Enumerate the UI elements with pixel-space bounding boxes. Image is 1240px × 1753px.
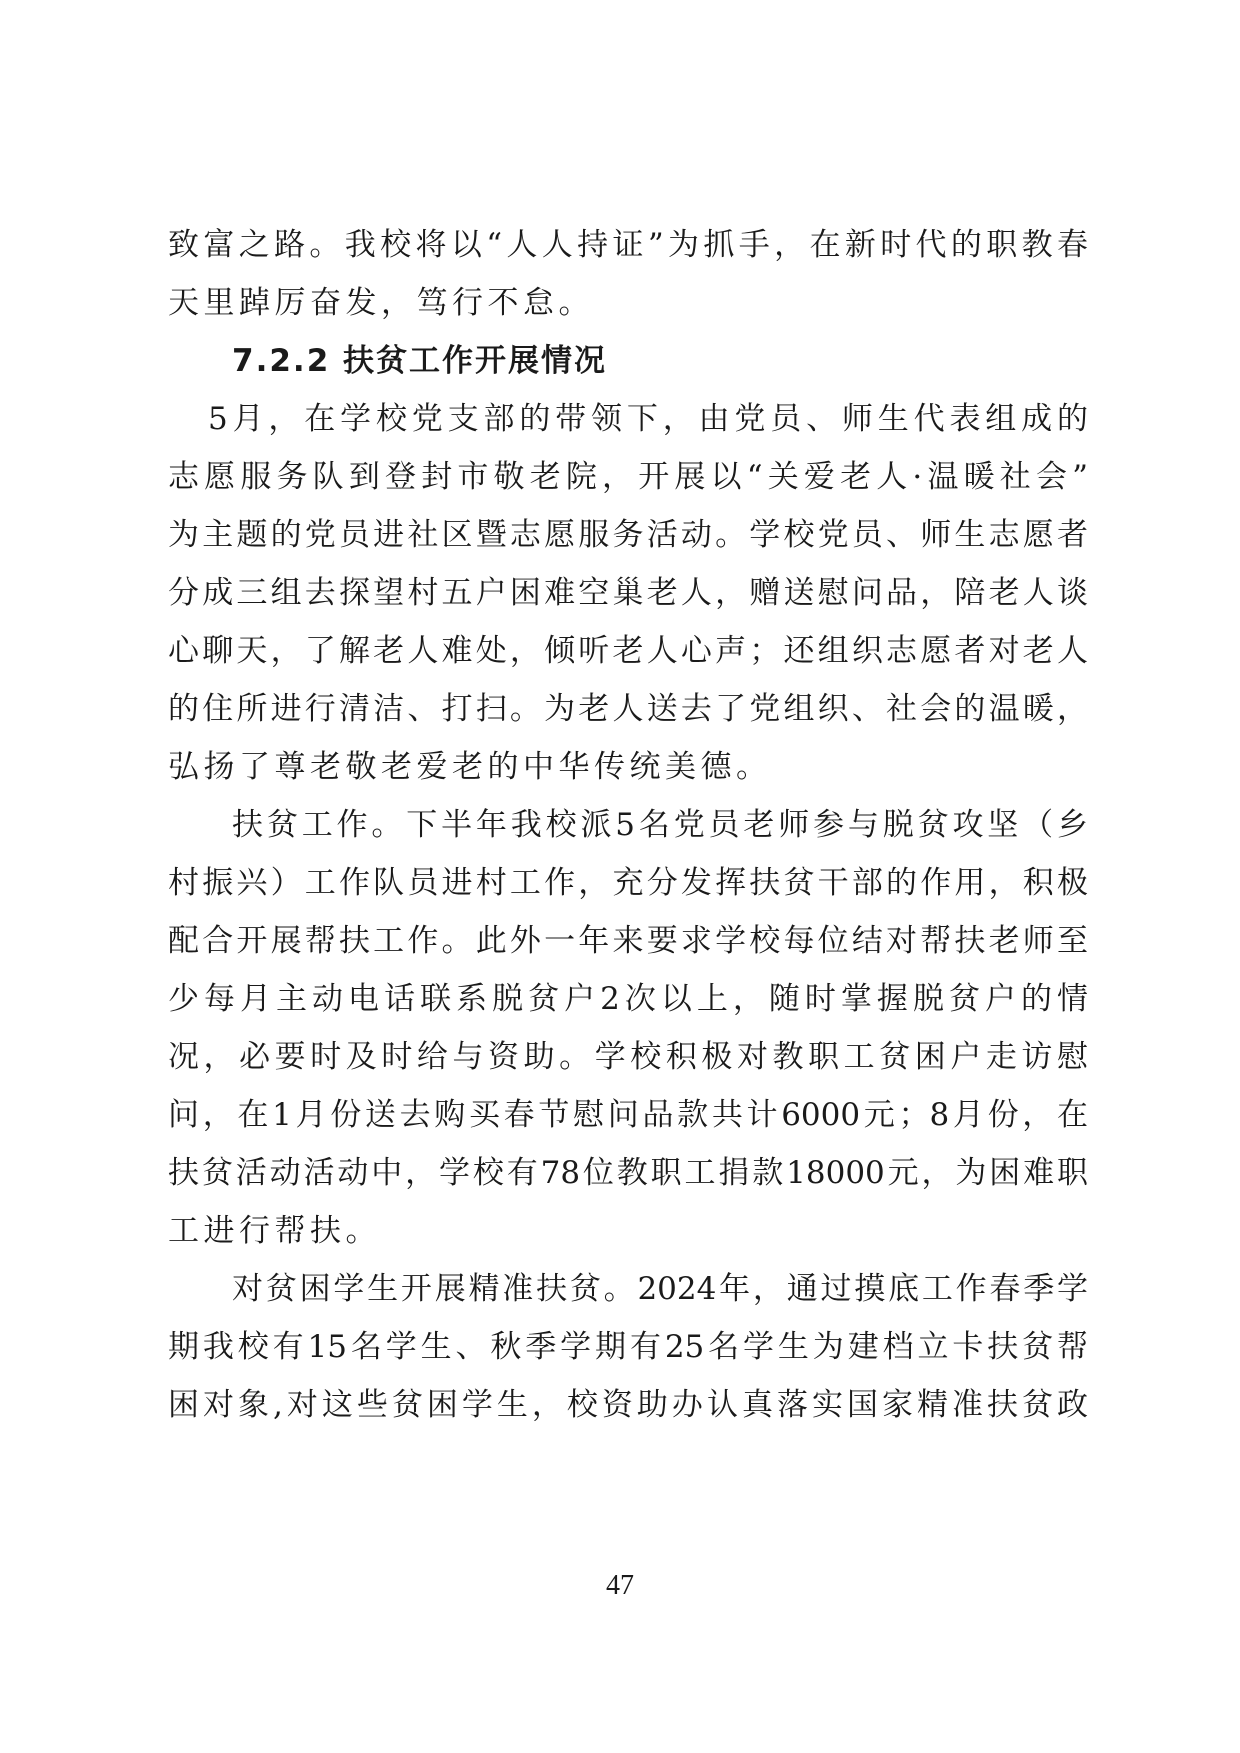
text-line: 问，在1月份送去购买春节慰问品款共计6000元；8月份，在 xyxy=(168,1097,1088,1133)
text-line: 况，必要时及时给与资助。学校积极对教职工贫困户走访慰 xyxy=(168,1039,1088,1075)
text-line: 扶贫活动活动中，学校有78位教职工捐款18000元，为困难职 xyxy=(168,1155,1088,1191)
text-line: 的住所进行清洁、打扫。为老人送去了党组织、社会的温暖， xyxy=(168,691,1088,727)
text-line: 志愿服务队到登封市敬老院，开展以“关爱老人·温暖社会” xyxy=(168,459,1088,495)
text-line: 配合开展帮扶工作。此外一年来要求学校每位结对帮扶老师至 xyxy=(168,923,1088,959)
page-number: 47 xyxy=(606,1570,634,1601)
text-line: 期我校有15名学生、秋季学期有25名学生为建档立卡扶贫帮 xyxy=(168,1329,1088,1365)
text-line: 工进行帮扶。 xyxy=(168,1213,381,1249)
text-line: 5月，在学校党支部的带领下，由党员、师生代表组成的 xyxy=(208,401,1088,437)
section-heading: 7.2.2 扶贫工作开展情况 xyxy=(232,343,608,379)
text-line: 少每月主动电话联系脱贫户2次以上，随时掌握脱贫户的情 xyxy=(168,981,1088,1017)
text-line: 扶贫工作。下半年我校派5名党员老师参与脱贫攻坚（乡 xyxy=(232,807,1088,843)
text-line: 为主题的党员进社区暨志愿服务活动。学校党员、师生志愿者 xyxy=(168,517,1088,553)
text-line: 弘扬了尊老敬老爱老的中华传统美德。 xyxy=(168,749,772,785)
text-line: 分成三组去探望村五户困难空巢老人，赠送慰问品，陪老人谈 xyxy=(168,575,1088,611)
text-line: 天里踔厉奋发，笃行不怠。 xyxy=(168,285,594,321)
text-line: 困对象,对这些贫困学生，校资助办认真落实国家精准扶贫政 xyxy=(168,1387,1088,1423)
text-line: 致富之路。我校将以“人人持证”为抓手，在新时代的职教春 xyxy=(168,227,1088,263)
text-line: 对贫困学生开展精准扶贫。2024年，通过摸底工作春季学 xyxy=(232,1271,1088,1307)
text-line: 心聊天，了解老人难处，倾听老人心声；还组织志愿者对老人 xyxy=(168,633,1088,669)
text-line: 村振兴）工作队员进村工作，充分发挥扶贫干部的作用，积极 xyxy=(168,865,1088,901)
